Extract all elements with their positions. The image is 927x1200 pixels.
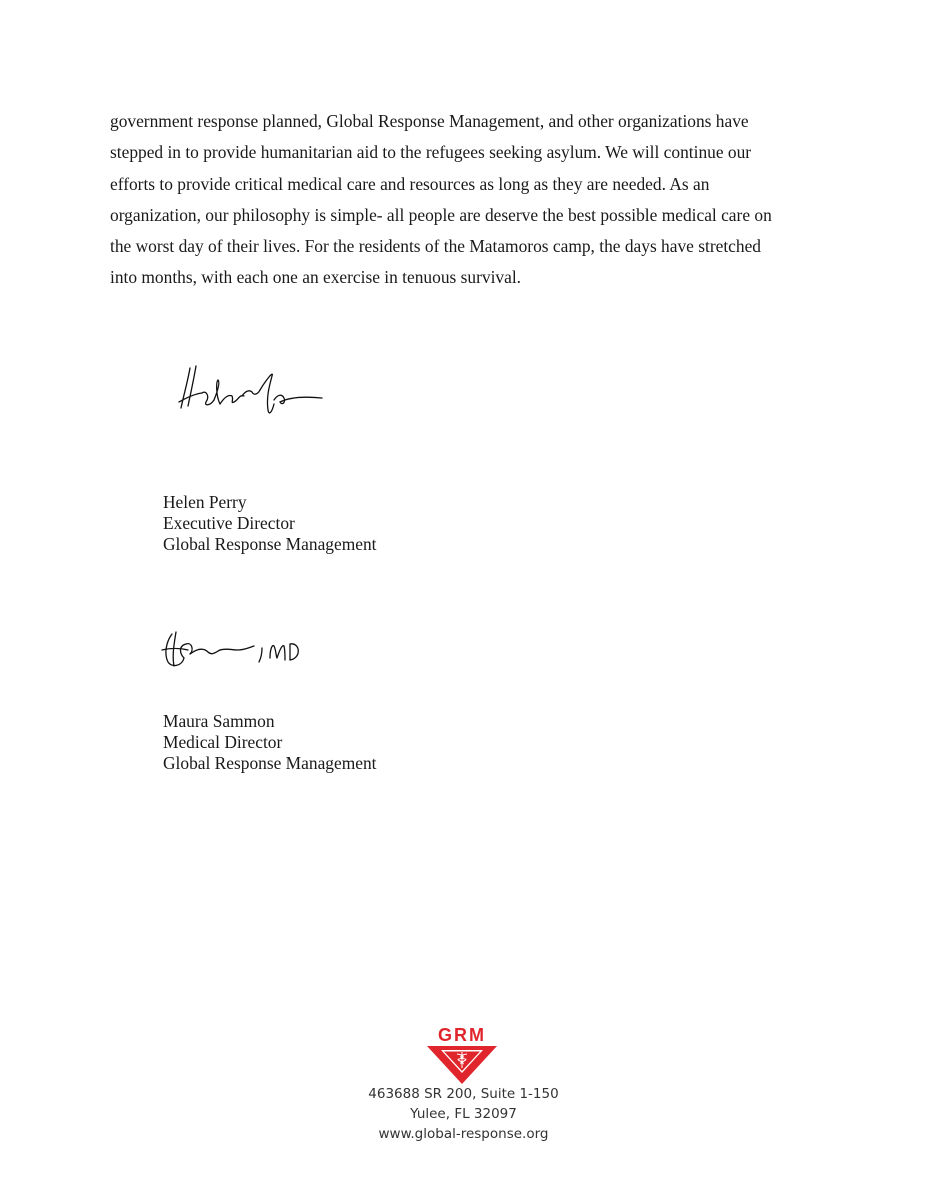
svg-text:GRM: GRM [438,1025,486,1045]
website-link[interactable]: www.global-response.org [378,1126,549,1142]
signature-helen-perry [176,360,326,420]
grm-logo [421,1024,503,1086]
signature-maura-sammon [158,628,303,673]
signer-name: Helen Perry [163,492,247,512]
signer-organization: Global Response Management [163,753,377,773]
address-line-2: Yulee, FL 32097 [410,1106,517,1122]
signer-name: Maura Sammon [163,711,275,731]
body-line: the worst day of their lives. For the residents of the Matamoros camp, the days have stretched [110,236,762,257]
address-line-1: 463688 SR 200, Suite 1-150 [368,1086,559,1102]
body-line: efforts to provide critical medical care and resources as long as they are needed. As an [110,173,710,194]
signature-block-maura-sammon [163,711,376,774]
signer-title: Executive Director [163,513,295,533]
signer-organization: Global Response Management [163,534,377,554]
signature-block-helen-perry [163,492,376,555]
body-line: into months, with each one an exercise in tenuous survival. [110,267,521,288]
body-line: stepped in to provide humanitarian aid to the refugees seeking asylum. We will continue our [110,142,752,163]
letter-body-paragraph [110,106,830,294]
organization-address [330,1084,597,1144]
body-line: government response planned, Global Response Management, and other organizations have [110,111,749,131]
body-line: organization, our philosophy is simple- all people are deserve the best possible medical care on [110,204,772,225]
signer-title: Medical Director [163,732,283,752]
